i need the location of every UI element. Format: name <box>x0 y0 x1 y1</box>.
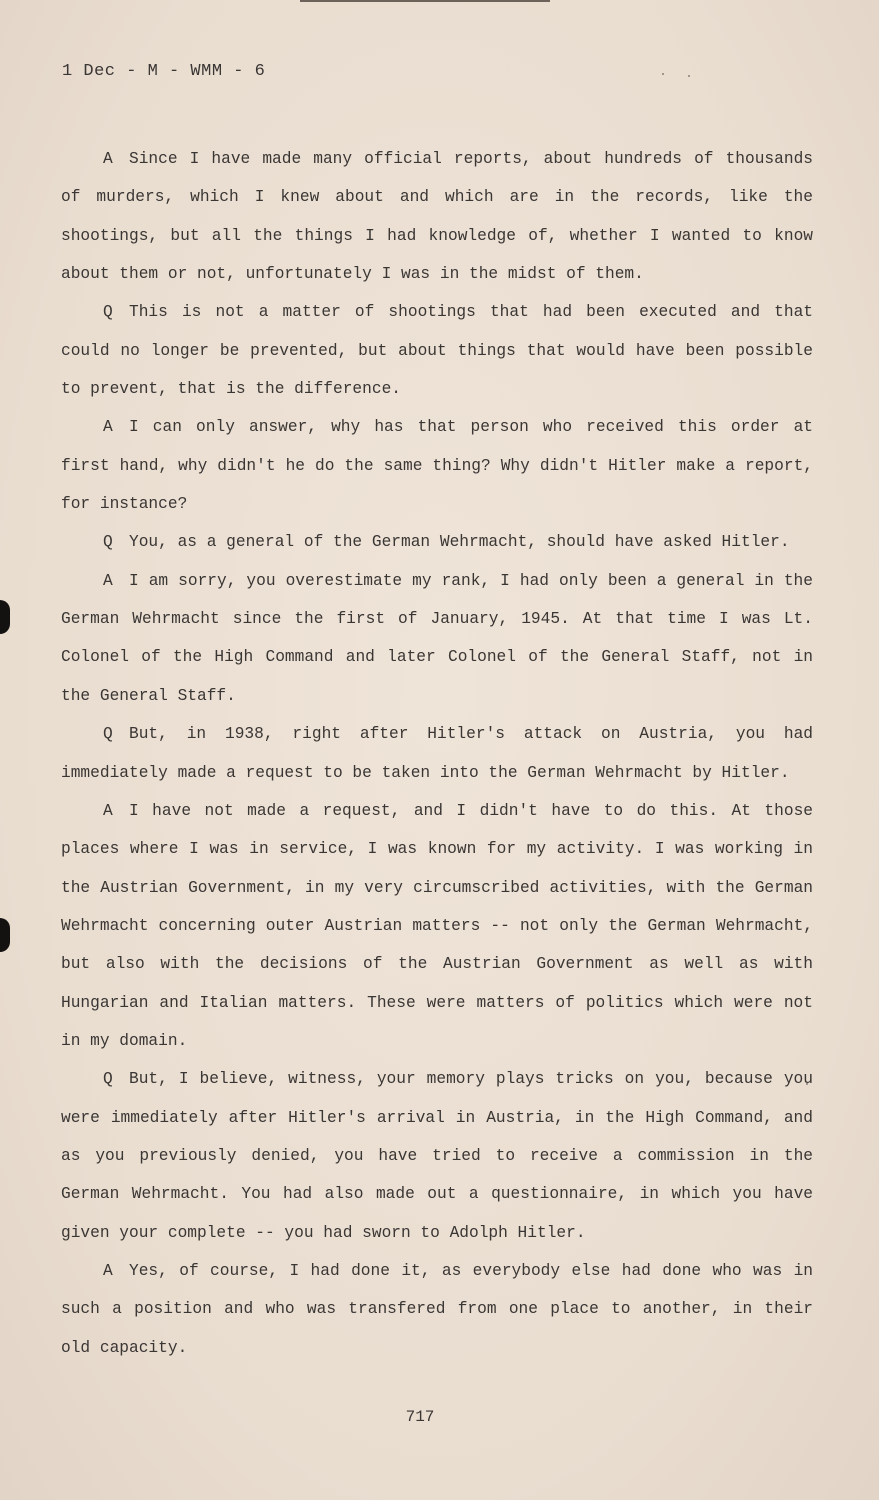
paragraph-text: But, in 1938, right after Hitler's attack on Austria, you had immediately made a request to be taken into the German Wehrmacht by Hitler. <box>61 725 813 782</box>
transcript-paragraph <box>61 140 813 293</box>
paragraph-text: But, I believe, witness, your memory plays tricks on you, because you were immediately after Hitler's arrival in Austria, in the High Command, and as you previously denied, you have tried to receive a commission in the German Wehrmacht. You had also made out a questionnaire, in which you have given your complete -- you had sworn to Adolph Hitler. <box>61 1070 813 1242</box>
paragraph-text: I have not made a request, and I didn't have to do this. At those places where I was in service, I was known for my activity. I was working in the Austrian Government, in my very circumscribed activities, with the German Wehrmacht concerning outer Austrian matters -- not only the German Wehrmacht, but also with the decisions of the Austrian Government as well as with Hungarian and Italian matters. These were matters of politics which were not in my domain. <box>61 801 813 1050</box>
binder-hole-lower <box>0 918 10 952</box>
speaker-label: Q <box>103 1070 113 1089</box>
paragraph-text: I can only answer, why has that person who received this order at first hand, why didn't he do the same thing? Why didn't Hitler make a report, for instance? <box>61 418 813 514</box>
page-number: 717 <box>405 1408 435 1426</box>
transcript-paragraph <box>61 408 813 523</box>
paragraph-text: I am sorry, you overestimate my rank, I had only been a general in the German Wehrmacht since the first of January, 1945. At that time I was Lt. Colonel of the High Command and later Colonel of the General Staff, not in the General Staff. <box>61 571 813 705</box>
transcript-paragraph <box>61 523 813 561</box>
binder-hole-upper <box>0 600 10 634</box>
speaker-label: Q <box>103 533 113 552</box>
transcript-body <box>61 140 813 1367</box>
paragraph-text: Yes, of course, I had done it, as everybody else had done who was in such a position and who was transfered from one place to another, in their old capacity. <box>61 1261 813 1357</box>
transcript-paragraph <box>61 562 813 715</box>
speaker-label: A <box>103 801 113 820</box>
transcript-paragraph <box>61 1060 813 1252</box>
transcript-paragraph <box>61 1252 813 1367</box>
paragraph-text: Since I have made many official reports, about hundreds of thousands of murders, which I knew about and which are in the records, like the shootings, but all the things I had knowledge of, whether I wanted to know about them or not, unfortunately I was in the midst of them. <box>61 150 813 284</box>
paragraph-text: This is not a matter of shootings that had been executed and that could no longer be prevented, but about things that would have been possible to prevent, that is the difference. <box>61 303 813 399</box>
paper-speck <box>662 73 664 75</box>
page-top-edge <box>300 0 550 2</box>
speaker-label: Q <box>103 303 113 322</box>
transcript-paragraph <box>61 293 813 408</box>
paragraph-text: You, as a general of the German Wehrmacht, should have asked Hitler. <box>129 533 790 552</box>
speaker-label: A <box>103 418 113 437</box>
transcript-paragraph <box>61 792 813 1060</box>
transcript-paragraph <box>61 715 813 792</box>
speaker-label: A <box>103 150 113 168</box>
speaker-label: A <box>103 571 113 590</box>
paper-speck <box>688 75 690 77</box>
speaker-label: A <box>103 1261 113 1280</box>
document-reference-header: 1 Dec - M - WMM - 6 <box>62 62 266 81</box>
speaker-label: Q <box>103 725 113 744</box>
